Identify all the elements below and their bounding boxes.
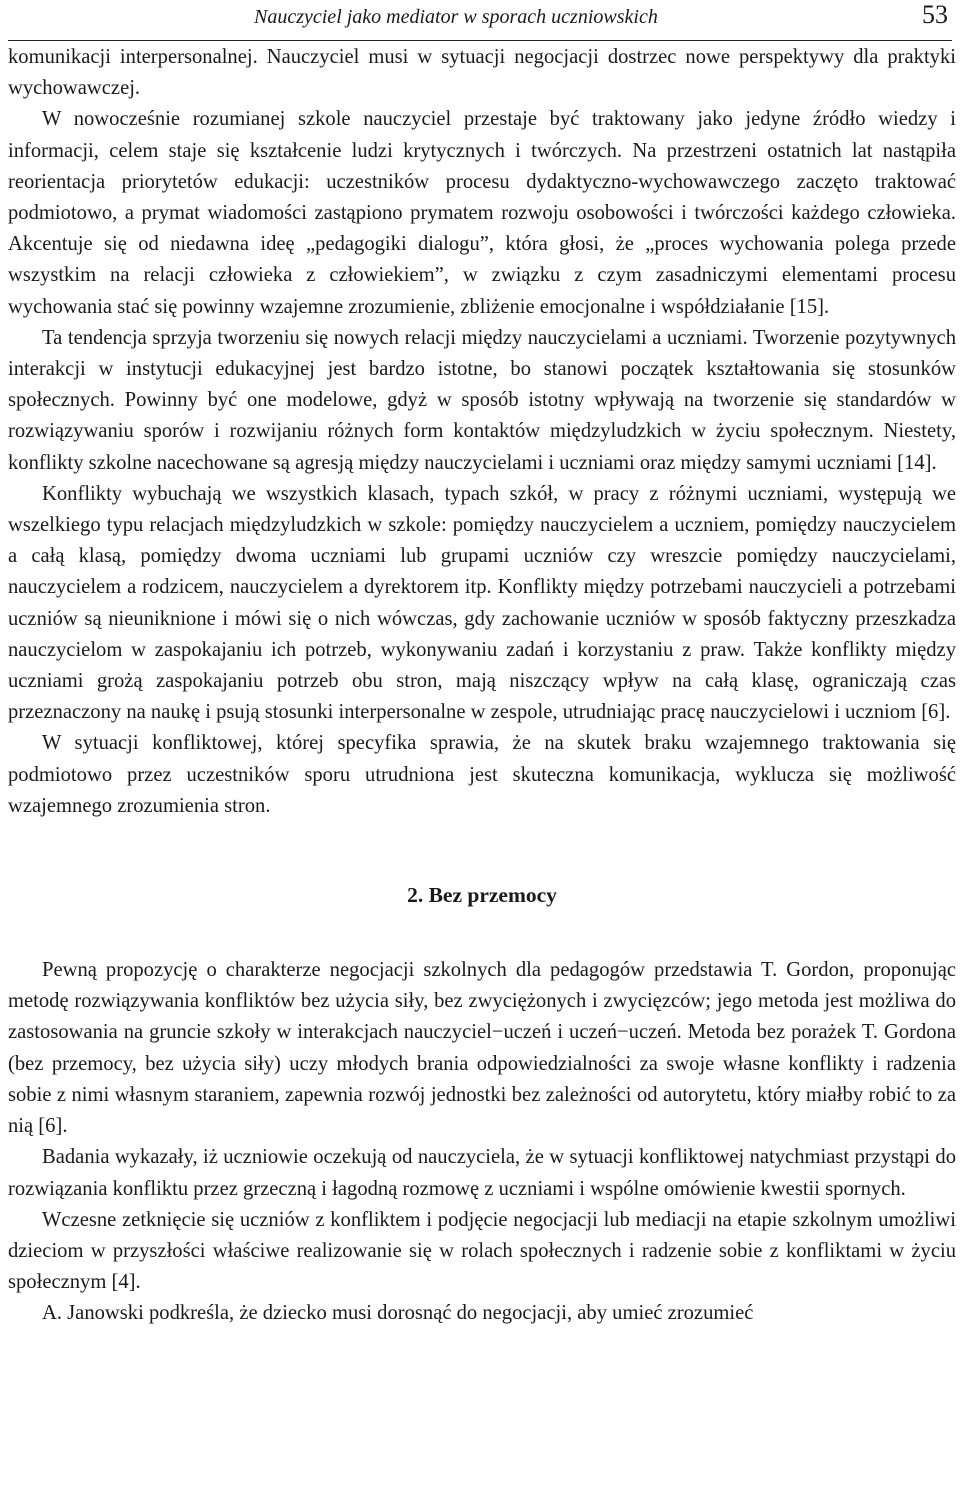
running-header xyxy=(8,0,952,41)
paragraph: Konflikty wybuchają we wszystkich klasach, typach szkół, w pracy z różnymi uczniami, występują we wszelkiego typu relacjach międzyludzkich w szkole: pomiędzy nauczycielem a uczniem, pomiędzy nauczycielem a całą klasą, pomiędzy dwoma uczniami lub grupami uczniów czy wreszcie pomiędzy nauczycielami, nauczycielem a rodzicem, nauczycielem a dyrektorem itp. Konflikty między potrzebami nauczycieli a potrzebami uczniów są nieuniknione i mówi się o nich wówczas, gdy zachowanie uczniów w sposób faktyczny przeszkadza nauczycielom w zaspokajaniu ich potrzeb, wykonywaniu zadań i korzystaniu z praw. Także konflikty między uczniami grożą zaspokajaniu potrzeb obu stron, mają niszczący wpływ na całą klasę, ograniczają czas przeznaczony na naukę i psują stosunki interpersonalne w zespole, utrudniając pracę nauczycielowi i uczniom [6]. xyxy=(8,482,956,724)
paragraph: W sytuacji konfliktowej, której specyfika sprawia, że na skutek braku wzajemnego traktowania się podmiotowo przez uczestników sporu utrudniona jest skuteczna komunikacja, wyklucza się możliwość wzajemnego zrozumienia stron. xyxy=(8,732,956,817)
section-heading: 2. Bez przemocy xyxy=(407,883,557,908)
body-text xyxy=(8,42,956,1330)
page-number: 53 xyxy=(922,0,948,29)
paragraph: A. Janowski podkreśla, że dziecko musi dorosnąć do negocjacji, aby umieć zrozumieć xyxy=(42,1302,754,1325)
paragraph: Badania wykazały, iż uczniowie oczekują od nauczyciela, że w sytuacji konfliktowej natychmiast przystąpi do rozwiązania konfliktu przez grzeczną i łagodną rozmowę z uczniami i wspólne omówienie kwestii spornych. xyxy=(8,1146,956,1200)
paragraph: Ta tendencja sprzyja tworzeniu się nowych relacji między nauczycielami a uczniami. Tworzenie pozytywnych interakcji w instytucji edukacyjnej jest bardzo istotne, bo stanowi początek kształtowania się stosunków społecznych. Powinny być one modelowe, gdyż w sposób istotny wpływają na tworzenie się standardów w rozwiązywaniu sporów i rozwijaniu różnych form kontaktów międzyludzkich w życiu społecznym. Niestety, konflikty szkolne nacechowane są agresją między nauczycielami i uczniami oraz między samymi uczniami [14]. xyxy=(8,326,956,474)
paragraph: W nowocześnie rozumianej szkole nauczyciel przestaje być traktowany jako jedyne źródło wiedzy i informacji, celem staje się kształcenie ludzi krytycznych i twórczych. Na przestrzeni ostatnich lat nastąpiła reorientacja priorytetów edukacji: uczestników procesu dydaktyczno-wychowawczego zaczęto traktować podmiotowo, a prymat wiadomości zastąpiono prymatem rozwoju osobowości i twórczości każdego człowieka. Akcentuje się od niedawna ideę „pedagogiki dialogu”, która głosi, że „proces wychowania polega przede wszystkim na relacji człowieka z człowiekiem”, w związku z czym zasadniczymi elementami procesu wychowania stać się powinny wzajemne zrozumienie, zbliżenie emocjonalne i współdziałanie [15]. xyxy=(8,108,956,318)
paragraph: Pewną propozycję o charakterze negocjacji szkolnych dla pedagogów przedstawia T. Gordon, proponując metodę rozwiązywania konfliktów bez użycia siły, bez zwyciężonych i zwycięzców; jego metoda jest możliwa do zastosowania na gruncie szkoły w interakcjach nauczyciel−uczeń i uczeń−uczeń. Metoda bez porażek T. Gordona (bez przemocy, bez użycia siły) uczy młodych brania odpowiedzialności za swoje własne konflikty i radzenia sobie z nimi własnym staraniem, zapewnia rozwój jednostki bez zależności od autorytetu, który miałby robić to za nią [6]. xyxy=(8,959,956,1138)
running-title: Nauczyciel jako mediator w sporach uczniowskich xyxy=(254,6,658,28)
paragraph: Wczesne zetknięcie się uczniów z konfliktem i podjęcie negocjacji lub mediacji na etapie szkolnym umożliwi dzieciom w przyszłości właściwe realizowanie się w rolach społecznych i radzenie sobie z konfliktami w życiu społecznym [4]. xyxy=(8,1208,956,1294)
paragraph: komunikacji interpersonalnej. Nauczyciel musi w sytuacji negocjacji dostrzec nowe perspektywy dla praktyki wychowawczej. xyxy=(8,46,956,100)
